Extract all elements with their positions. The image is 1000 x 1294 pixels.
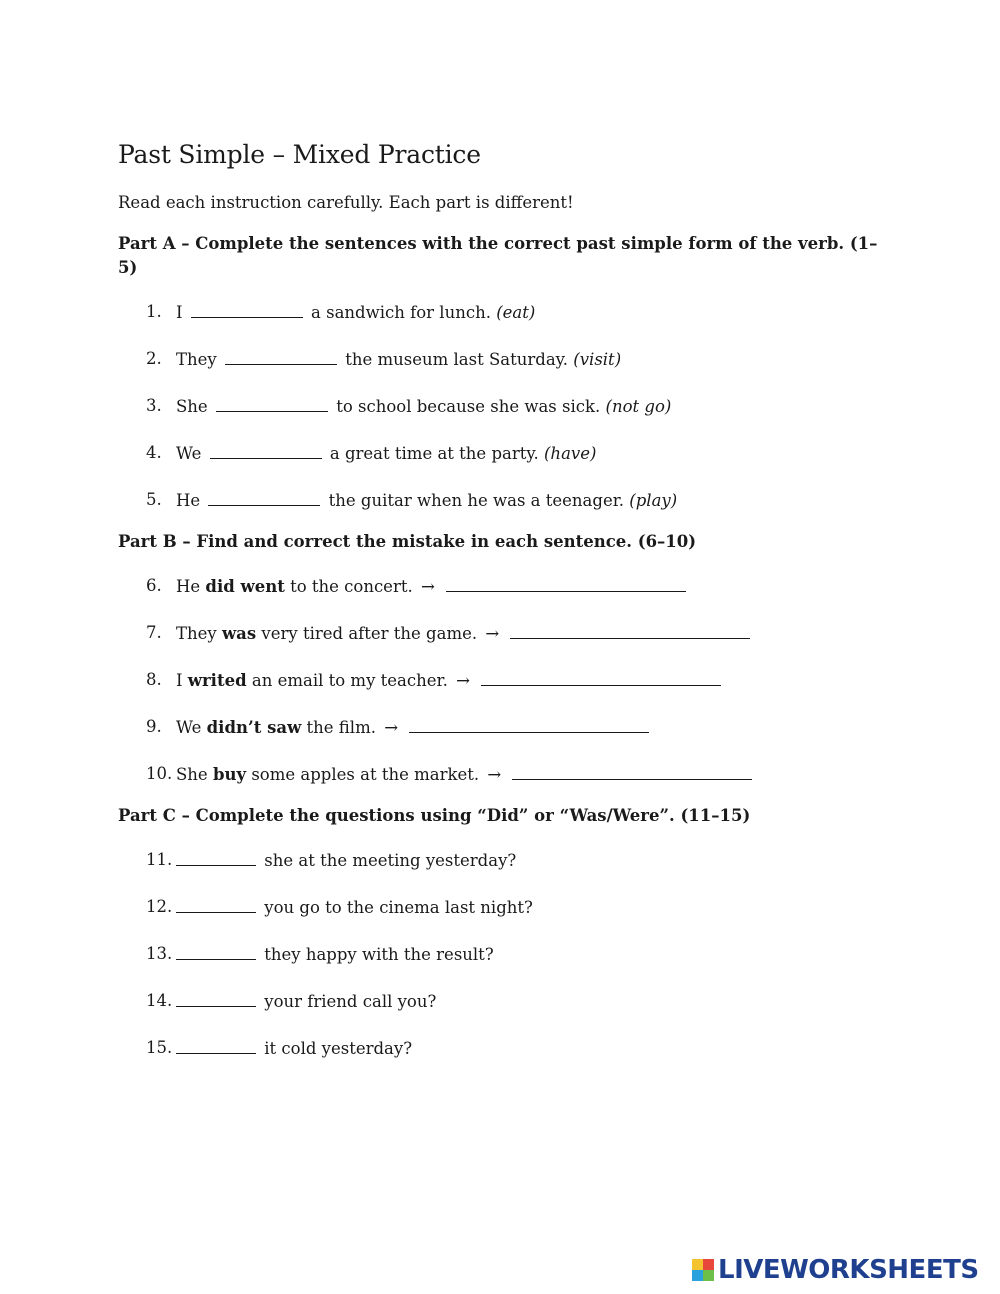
item-number: 14.	[146, 991, 173, 1010]
item-text: the museum last Saturday.	[345, 350, 569, 369]
item-text: a great time at the party.	[329, 444, 539, 463]
logo-mark-square	[692, 1270, 703, 1281]
part-b-list	[118, 575, 878, 785]
arrow-icon: →	[384, 718, 399, 737]
liveworksheets-logo[interactable]	[692, 1257, 979, 1283]
list-item	[118, 489, 878, 511]
part-a-heading: Part A – Complete the sentences with the correct past simple form of the verb. (1–5)	[118, 234, 878, 277]
mistake-text: didn’t saw	[206, 718, 302, 737]
item-subject: They	[176, 624, 217, 643]
mistake-text: was	[221, 624, 257, 643]
liveworksheets-logo-icon	[692, 1259, 714, 1281]
part-c-heading: Part C – Complete the questions using “Did” or “Was/Were”. (11–15)	[118, 806, 751, 825]
answer-blank[interactable]	[176, 943, 256, 960]
list-item	[118, 943, 878, 965]
worksheet	[118, 138, 878, 1059]
item-number: 9.	[146, 717, 162, 736]
item-number: 6.	[146, 576, 162, 595]
item-subject: We	[176, 718, 202, 737]
item-text: it cold yesterday?	[264, 1039, 413, 1058]
answer-blank[interactable]	[176, 990, 256, 1007]
item-number: 10.	[146, 764, 173, 783]
item-subject: She	[176, 397, 208, 416]
verb-hint: (play)	[629, 491, 678, 510]
arrow-icon: →	[485, 624, 500, 643]
item-text: an email to my teacher.	[251, 671, 448, 690]
part-c-list	[118, 849, 878, 1059]
answer-blank[interactable]	[176, 849, 256, 866]
item-text: a sandwich for lunch.	[311, 303, 491, 322]
answer-blank[interactable]	[191, 301, 303, 318]
part-a	[118, 232, 878, 511]
correction-blank[interactable]	[446, 575, 686, 592]
item-subject: They	[176, 350, 217, 369]
item-text: the guitar when he was a teenager.	[328, 491, 625, 510]
correction-blank[interactable]	[409, 716, 649, 733]
list-item	[118, 669, 878, 691]
list-item	[118, 763, 878, 785]
item-subject: He	[176, 577, 201, 596]
logo-mark-square	[692, 1259, 703, 1270]
list-item	[118, 575, 878, 597]
item-number: 7.	[146, 623, 162, 642]
list-item	[118, 1037, 878, 1059]
mistake-text: writed	[187, 671, 247, 690]
list-item	[118, 990, 878, 1012]
arrow-icon: →	[487, 765, 502, 784]
mistake-text: buy	[212, 765, 247, 784]
list-item	[118, 849, 878, 871]
item-number: 1.	[146, 302, 162, 321]
item-number: 4.	[146, 443, 162, 462]
arrow-icon: →	[456, 671, 470, 690]
logo-mark-square	[703, 1259, 714, 1270]
logo-mark-square	[703, 1270, 714, 1281]
list-item	[118, 622, 878, 644]
part-b-heading: Part B – Find and correct the mistake in each sentence. (6–10)	[118, 532, 697, 551]
correction-blank[interactable]	[510, 622, 750, 639]
intro-text: Read each instruction carefully. Each part is different!	[118, 193, 574, 212]
item-text: to the concert.	[290, 577, 413, 596]
list-item	[118, 395, 878, 417]
answer-blank[interactable]	[176, 896, 256, 913]
item-text: the film.	[306, 718, 376, 737]
part-a-list	[118, 301, 878, 511]
mistake-text: did went	[205, 577, 285, 596]
correction-blank[interactable]	[481, 669, 721, 686]
item-text: some apples at the market.	[251, 765, 480, 784]
item-text: your friend call you?	[264, 992, 437, 1011]
item-number: 8.	[146, 670, 162, 689]
item-subject: He	[176, 491, 201, 510]
answer-blank[interactable]	[210, 442, 322, 459]
item-text: you go to the cinema last night?	[264, 898, 533, 917]
page-title: Past Simple – Mixed Practice	[118, 140, 481, 169]
verb-hint: (visit)	[573, 350, 622, 369]
correction-blank[interactable]	[512, 763, 752, 780]
item-text: to school because she was sick.	[336, 397, 601, 416]
verb-hint: (eat)	[496, 303, 536, 322]
item-subject: I	[176, 303, 183, 322]
answer-blank[interactable]	[225, 348, 337, 365]
item-subject: I	[176, 671, 183, 690]
item-number: 11.	[146, 850, 173, 869]
answer-blank[interactable]	[176, 1037, 256, 1054]
item-subject: She	[176, 765, 208, 784]
part-b	[118, 530, 878, 785]
arrow-icon: →	[420, 577, 435, 596]
item-number: 2.	[146, 349, 162, 368]
item-subject: We	[176, 444, 202, 463]
item-number: 12.	[146, 897, 173, 916]
item-number: 15.	[146, 1038, 173, 1057]
list-item	[118, 348, 878, 370]
list-item	[118, 716, 878, 738]
item-text: very tired after the game.	[261, 624, 478, 643]
logo-text: LIVEWORKSHEETS	[718, 1255, 979, 1285]
answer-blank[interactable]	[208, 489, 320, 506]
verb-hint: (have)	[544, 444, 597, 463]
item-number: 3.	[146, 396, 162, 415]
verb-hint: (not go)	[605, 397, 672, 416]
item-text: they happy with the result?	[264, 945, 494, 964]
part-c	[118, 804, 878, 1059]
list-item	[118, 301, 878, 323]
item-text: she at the meeting yesterday?	[264, 851, 517, 870]
answer-blank[interactable]	[216, 395, 328, 412]
item-number: 5.	[146, 490, 162, 509]
item-number: 13.	[146, 944, 173, 963]
list-item	[118, 896, 878, 918]
list-item	[118, 442, 878, 464]
